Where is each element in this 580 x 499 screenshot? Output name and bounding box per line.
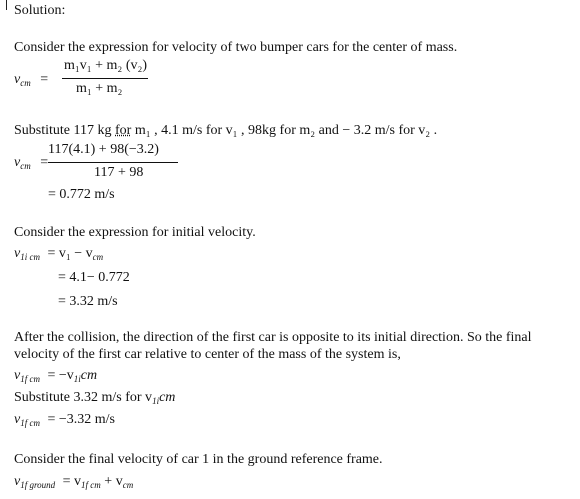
fraction-denominator: 117 + 98 xyxy=(94,165,144,180)
section-2-text: Substitute 117 kg for m₁ , 4.1 m/s for v₁ , 98kg for m₂ and − 3.2 m/s for v₂ . xyxy=(14,123,438,138)
final-rel-velocity-eq: $v_{1f cm} = -v_{1i}cm$ xyxy=(14,368,98,384)
left-edge-mark xyxy=(6,0,7,10)
section-4-text-1: After the collision, the direction of the first car is opposite to its initial direction. So the final xyxy=(14,330,532,345)
initial-velocity-sub: = 4.1− 0.772 xyxy=(58,270,130,285)
section-5-text: Consider the final velocity of car 1 in the ground reference frame. xyxy=(14,452,383,467)
final-rel-velocity-result: $v_{1f cm} = -3.32$ m/s xyxy=(14,412,115,428)
vcm-lhs-1: $v_{cm}$ = xyxy=(14,72,49,88)
section-1-text: Consider the expression for velocity of two bumper cars for the center of mass. xyxy=(14,40,458,55)
section-4-text-2: velocity of the first car relative to center of the mass of the system is, xyxy=(14,347,401,362)
fraction-denominator: m₁ + m₂ xyxy=(76,81,123,96)
section-4-substitute: Substitute 3.32 m/s for $v_{1i}cm$ xyxy=(14,390,176,406)
initial-velocity-eq: $v_{1i cm} = v_1 - v_{cm}$ xyxy=(14,246,104,262)
vcm-result: = 0.772 m/s xyxy=(48,187,115,202)
fraction-numerator: m₁v₁ + m₂ (v₂) xyxy=(64,58,148,73)
fraction-bar xyxy=(48,162,178,163)
initial-velocity-result: = 3.32 m/s xyxy=(58,294,118,309)
vcm-lhs-2: $v_{cm}$ = xyxy=(14,155,49,171)
fraction-numerator: 117(4.1) + 98(−3.2) xyxy=(48,142,159,157)
fraction-bar xyxy=(62,78,148,79)
section-3-text: Consider the expression for initial velocity. xyxy=(14,225,256,240)
ground-velocity-eq: $v_{1f ground} = v_{1f cm} + v_{cm}$ xyxy=(14,474,134,490)
solution-heading: Solution: xyxy=(14,3,66,18)
